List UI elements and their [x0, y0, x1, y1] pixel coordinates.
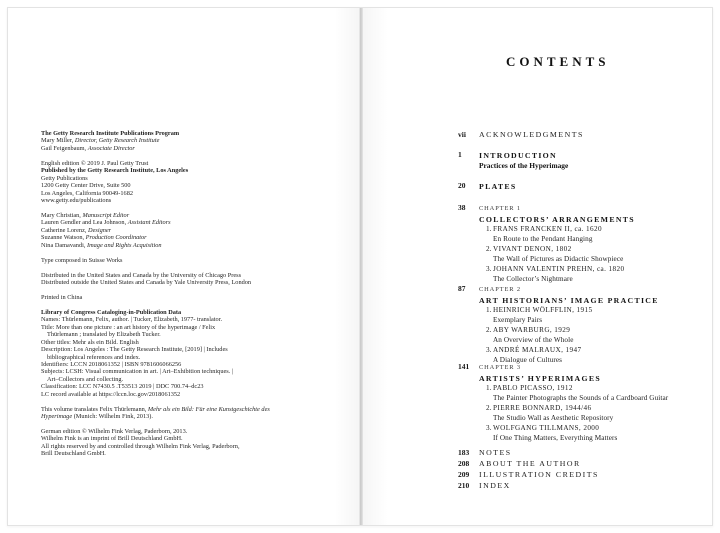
- toc-entry: [458, 130, 708, 140]
- colophon-line: [41, 167, 343, 174]
- colophon-line: [41, 324, 343, 331]
- toc-item: [479, 225, 708, 245]
- colophon-line: [41, 443, 343, 450]
- colophon-text: Nina Damavandi,: [41, 241, 87, 249]
- colophon-line: [41, 234, 343, 241]
- toc-section-title: PLATES: [479, 182, 517, 191]
- colophon-text: Gail Feigenbaum,: [41, 144, 88, 152]
- colophon-line: [41, 242, 343, 249]
- toc-entry: [458, 284, 708, 365]
- colophon-line: [41, 160, 343, 167]
- colophon-line: [41, 391, 343, 398]
- toc-item: [479, 404, 708, 424]
- colophon-text: Los Angeles, California 90049-1682: [41, 189, 133, 197]
- toc-entry-body: [479, 362, 708, 443]
- colophon-text: English edition © 2019 J. Paul Getty Trust: [41, 159, 149, 167]
- colophon-text: Brill Deutschland GmbH.: [41, 450, 106, 458]
- colophon-line: [41, 212, 343, 219]
- toc-item-subtitle: The Studio Wall as Aesthetic Repository: [493, 413, 614, 422]
- colophon-text: Getty Publications: [41, 174, 88, 182]
- toc-section-title: COLLECTORS’ ARRANGEMENTS: [479, 215, 635, 224]
- colophon-text: Hyperimage: [41, 413, 73, 421]
- toc-item-subtitle: The Wall of Pictures as Didactic Showpiece: [493, 254, 624, 263]
- colophon-text: Suzanne Watson,: [41, 234, 86, 242]
- colophon-text: Assistant Editors: [127, 219, 171, 227]
- colophon-text: Art–Collectors and collecting.: [47, 375, 124, 383]
- colophon-line: [41, 346, 343, 353]
- colophon-text: Distributed in the United States and Canada by the University of Chicago Press: [41, 271, 242, 279]
- toc-item-name: ABY WARBURG, 1929: [493, 325, 571, 334]
- toc-item: [479, 384, 708, 404]
- toc-page-number: vii: [458, 130, 466, 139]
- colophon-line: [41, 376, 343, 383]
- colophon-text: Published by the Getty Research Institute, Los Angeles: [41, 167, 189, 175]
- colophon-block: [41, 160, 343, 205]
- colophon-line: [41, 339, 343, 346]
- colophon-text: Designer: [88, 226, 112, 234]
- colophon-line: [41, 145, 343, 152]
- toc-entry-body: [479, 481, 708, 491]
- toc-item: [479, 265, 708, 285]
- colophon-text: Subjects: LCSH: Visual communication in art. | Art–Exhibition techniques. |: [41, 368, 234, 376]
- toc-page-number: 183: [458, 448, 470, 457]
- colophon-line: [41, 175, 343, 182]
- toc-item-name: ANDRÉ MALRAUX, 1947: [493, 345, 582, 354]
- toc-entry-body: [479, 459, 708, 469]
- colophon-text: 1200 Getty Center Drive, Suite 500: [41, 182, 131, 190]
- contents-title: CONTENTS: [506, 54, 610, 69]
- colophon-text: Image and Rights Acquisition: [87, 241, 162, 249]
- toc-item-number: 3.: [486, 264, 492, 273]
- colophon-text: The Getty Research Institute Publications Program: [41, 130, 180, 137]
- colophon-text: Production Coordinator: [85, 234, 147, 242]
- colophon-block: [41, 212, 343, 249]
- colophon-line: [41, 428, 343, 435]
- colophon-line: [41, 361, 343, 368]
- colophon-text: Manuscript Editor: [82, 211, 130, 219]
- toc-item-name: WOLFGANG TILLMANS, 2000: [493, 423, 600, 432]
- toc-item: [479, 326, 708, 346]
- toc-entry-body: [479, 203, 708, 284]
- toc-item-subtitle: If One Thing Matters, Everything Matters: [493, 433, 618, 442]
- colophon-line: [41, 406, 343, 413]
- toc-entry-body: [479, 448, 708, 458]
- toc-entry-body: [479, 150, 708, 171]
- toc-item-name: JOHANN VALENTIN PREHN, ca. 1820: [493, 264, 625, 273]
- toc-item-name: FRANS FRANCKEN II, ca. 1620: [493, 225, 603, 233]
- colophon-line: [41, 316, 343, 323]
- colophon-line: [41, 383, 343, 390]
- colophon-line: [41, 294, 343, 301]
- colophon-text: Title: More than one picture : an art history of the hyperimage / Felix: [41, 323, 216, 331]
- colophon-line: [41, 331, 343, 338]
- toc-entry: [458, 470, 708, 480]
- toc-page-number: 208: [458, 459, 470, 468]
- toc-entry: [458, 203, 708, 284]
- colophon-text: Identifiers: LCCN 2018061352 | ISBN 9781606066256: [41, 360, 182, 368]
- colophon-text: This volume translates Felix Thürlemann,: [41, 405, 148, 413]
- toc-item: [479, 245, 708, 265]
- toc-item-number: 3.: [486, 345, 492, 354]
- toc-entry: [458, 481, 708, 491]
- colophon-line: [41, 137, 343, 144]
- colophon-text: www.getty.edu/publications: [41, 197, 112, 205]
- colophon-text: Mary Miller,: [41, 137, 75, 145]
- toc-entry: [458, 150, 708, 171]
- toc-entry-body: [479, 181, 708, 192]
- colophon-text: Associate Director: [87, 144, 135, 152]
- toc-item-number: 1.: [486, 306, 492, 314]
- book-spread: [7, 7, 713, 526]
- toc-label: NOTES: [479, 448, 512, 457]
- toc-item-name: PIERRE BONNARD, 1944/46: [493, 403, 592, 412]
- colophon-text: LC record available at https://lccn.loc.gov/2018061352: [41, 390, 181, 398]
- colophon-line: [41, 272, 343, 279]
- toc-chapter-label: CHAPTER 3: [479, 364, 522, 371]
- toc-entry-body: [479, 130, 708, 140]
- toc-item-number: 2.: [486, 244, 492, 253]
- toc-item-number: 3.: [486, 423, 492, 432]
- colophon-line: [41, 354, 343, 361]
- colophon-line: [41, 227, 343, 234]
- colophon-text: All rights reserved by and controlled through Wilhelm Fink Verlag, Paderborn,: [41, 442, 240, 450]
- colophon-text: Description: Los Angeles : The Getty Research Institute, [2019] | Includes: [41, 346, 228, 354]
- toc-entry-body: [479, 470, 708, 480]
- toc-label: ACKNOWLEDGMENTS: [479, 130, 584, 139]
- colophon-block: [41, 257, 343, 264]
- colophon-line: [41, 435, 343, 442]
- toc-label: ILLUSTRATION CREDITS: [479, 470, 599, 479]
- toc-item-subtitle: A Dialogue of Cultures: [493, 355, 563, 364]
- colophon-text: Wilhelm Fink is an imprint of Brill Deutschland GmbH.: [41, 435, 183, 443]
- toc-item-number: 2.: [486, 403, 492, 412]
- toc-page-number: 1: [458, 150, 462, 159]
- toc-item-number: 1.: [486, 384, 492, 392]
- colophon-line: [41, 450, 343, 457]
- colophon-block: [41, 130, 343, 152]
- toc-chapter-label: CHAPTER 1: [479, 205, 522, 212]
- toc-item-subtitle: The Collector’s Nightmare: [493, 274, 573, 283]
- toc-item-subtitle: The Painter Photographs the Sounds of a Cardboard Guitar: [493, 393, 669, 402]
- colophon-text: Distributed outside the United States and Canada by Yale University Press, London: [41, 279, 252, 286]
- colophon-block: [41, 294, 343, 301]
- colophon-text: Lauren Gendler and Lea Johnson,: [41, 219, 128, 227]
- toc-entry: [458, 181, 708, 192]
- toc-page-number: 209: [458, 470, 470, 479]
- colophon-text: Mehr als ein Bild: Für eine Kunstgeschichte des: [147, 405, 270, 413]
- colophon-line: [41, 197, 343, 204]
- toc-page-number: 20: [458, 181, 466, 190]
- toc-item-name: VIVANT DENON, 1802: [493, 244, 572, 253]
- toc-section-title: ART HISTORIANS’ IMAGE PRACTICE: [479, 296, 659, 305]
- colophon-line: [41, 182, 343, 189]
- toc-item-number: 1.: [486, 225, 492, 233]
- colophon-line: [41, 130, 343, 137]
- colophon-block: [41, 406, 343, 421]
- colophon-text: German edition © Wilhelm Fink Verlag, Paderborn, 2013.: [41, 428, 188, 435]
- colophon-text: Classification: LCC N7430.5 .T53513 2019 | DDC 700.74–dc23: [41, 383, 204, 391]
- toc-item: [479, 306, 708, 326]
- colophon-text: Thürlemann ; translated by Elizabeth Tucker.: [47, 331, 161, 339]
- toc-entry: [458, 459, 708, 469]
- toc-label: ABOUT THE AUTHOR: [479, 459, 581, 468]
- colophon-block: [41, 272, 343, 287]
- colophon-line: [41, 368, 343, 375]
- toc-section-subtitle: Practices of the Hyperimage: [479, 161, 569, 170]
- toc-page-number: 141: [458, 362, 470, 371]
- copyright-page: [8, 8, 360, 525]
- colophon-text: Library of Congress Cataloging-in-Publication Data: [41, 308, 182, 316]
- toc-entry: [458, 448, 708, 458]
- colophon-block: [41, 428, 343, 458]
- toc-section-title: INTRODUCTION: [479, 151, 557, 160]
- colophon-text: Mary Christian,: [41, 211, 83, 219]
- colophon-line: [41, 413, 343, 420]
- toc-page-number: 210: [458, 481, 470, 490]
- toc-label: INDEX: [479, 481, 511, 490]
- colophon-text: Director, Getty Research Institute: [74, 137, 160, 145]
- toc-section-title: ARTISTS’ HYPERIMAGES: [479, 374, 601, 383]
- colophon-line: [41, 279, 343, 286]
- contents-page: [362, 8, 713, 525]
- colophon-line: [41, 219, 343, 226]
- toc-page-number: 87: [458, 284, 466, 293]
- toc-item: [479, 424, 708, 444]
- colophon-text: Type composed in Suisse Works: [41, 256, 123, 264]
- colophon-text-block: [41, 130, 343, 465]
- toc-page-number: 38: [458, 203, 466, 212]
- colophon-text: (Munich: Wilhelm Fink, 2013).: [72, 413, 153, 421]
- colophon-line: [41, 257, 343, 264]
- colophon-block: [41, 309, 343, 398]
- colophon-text: Names: Thürlemann, Felix, author. | Tucker, Elizabeth, 1977- translator.: [41, 316, 223, 324]
- toc-entry: [458, 362, 708, 443]
- toc-item-number: 2.: [486, 325, 492, 334]
- colophon-line: [41, 309, 343, 316]
- toc-item-subtitle: En Route to the Pendant Hanging: [493, 234, 593, 243]
- toc-item-name: HEINRICH WÖLFFLIN, 1915: [493, 306, 593, 314]
- colophon-text: bibliographical references and index.: [47, 353, 141, 361]
- colophon-line: [41, 190, 343, 197]
- colophon-text: Catherine Lorenz,: [41, 226, 89, 234]
- colophon-text: Other titles: Mehr als ein Bild. English: [41, 338, 139, 346]
- toc-chapter-label: CHAPTER 2: [479, 286, 522, 293]
- toc-entry-body: [479, 284, 708, 365]
- toc-item-name: PABLO PICASSO, 1912: [493, 384, 573, 392]
- toc-item-subtitle: An Overview of the Whole: [493, 335, 574, 344]
- toc-item-subtitle: Exemplary Pairs: [493, 315, 543, 324]
- colophon-text: Printed in China: [41, 293, 83, 301]
